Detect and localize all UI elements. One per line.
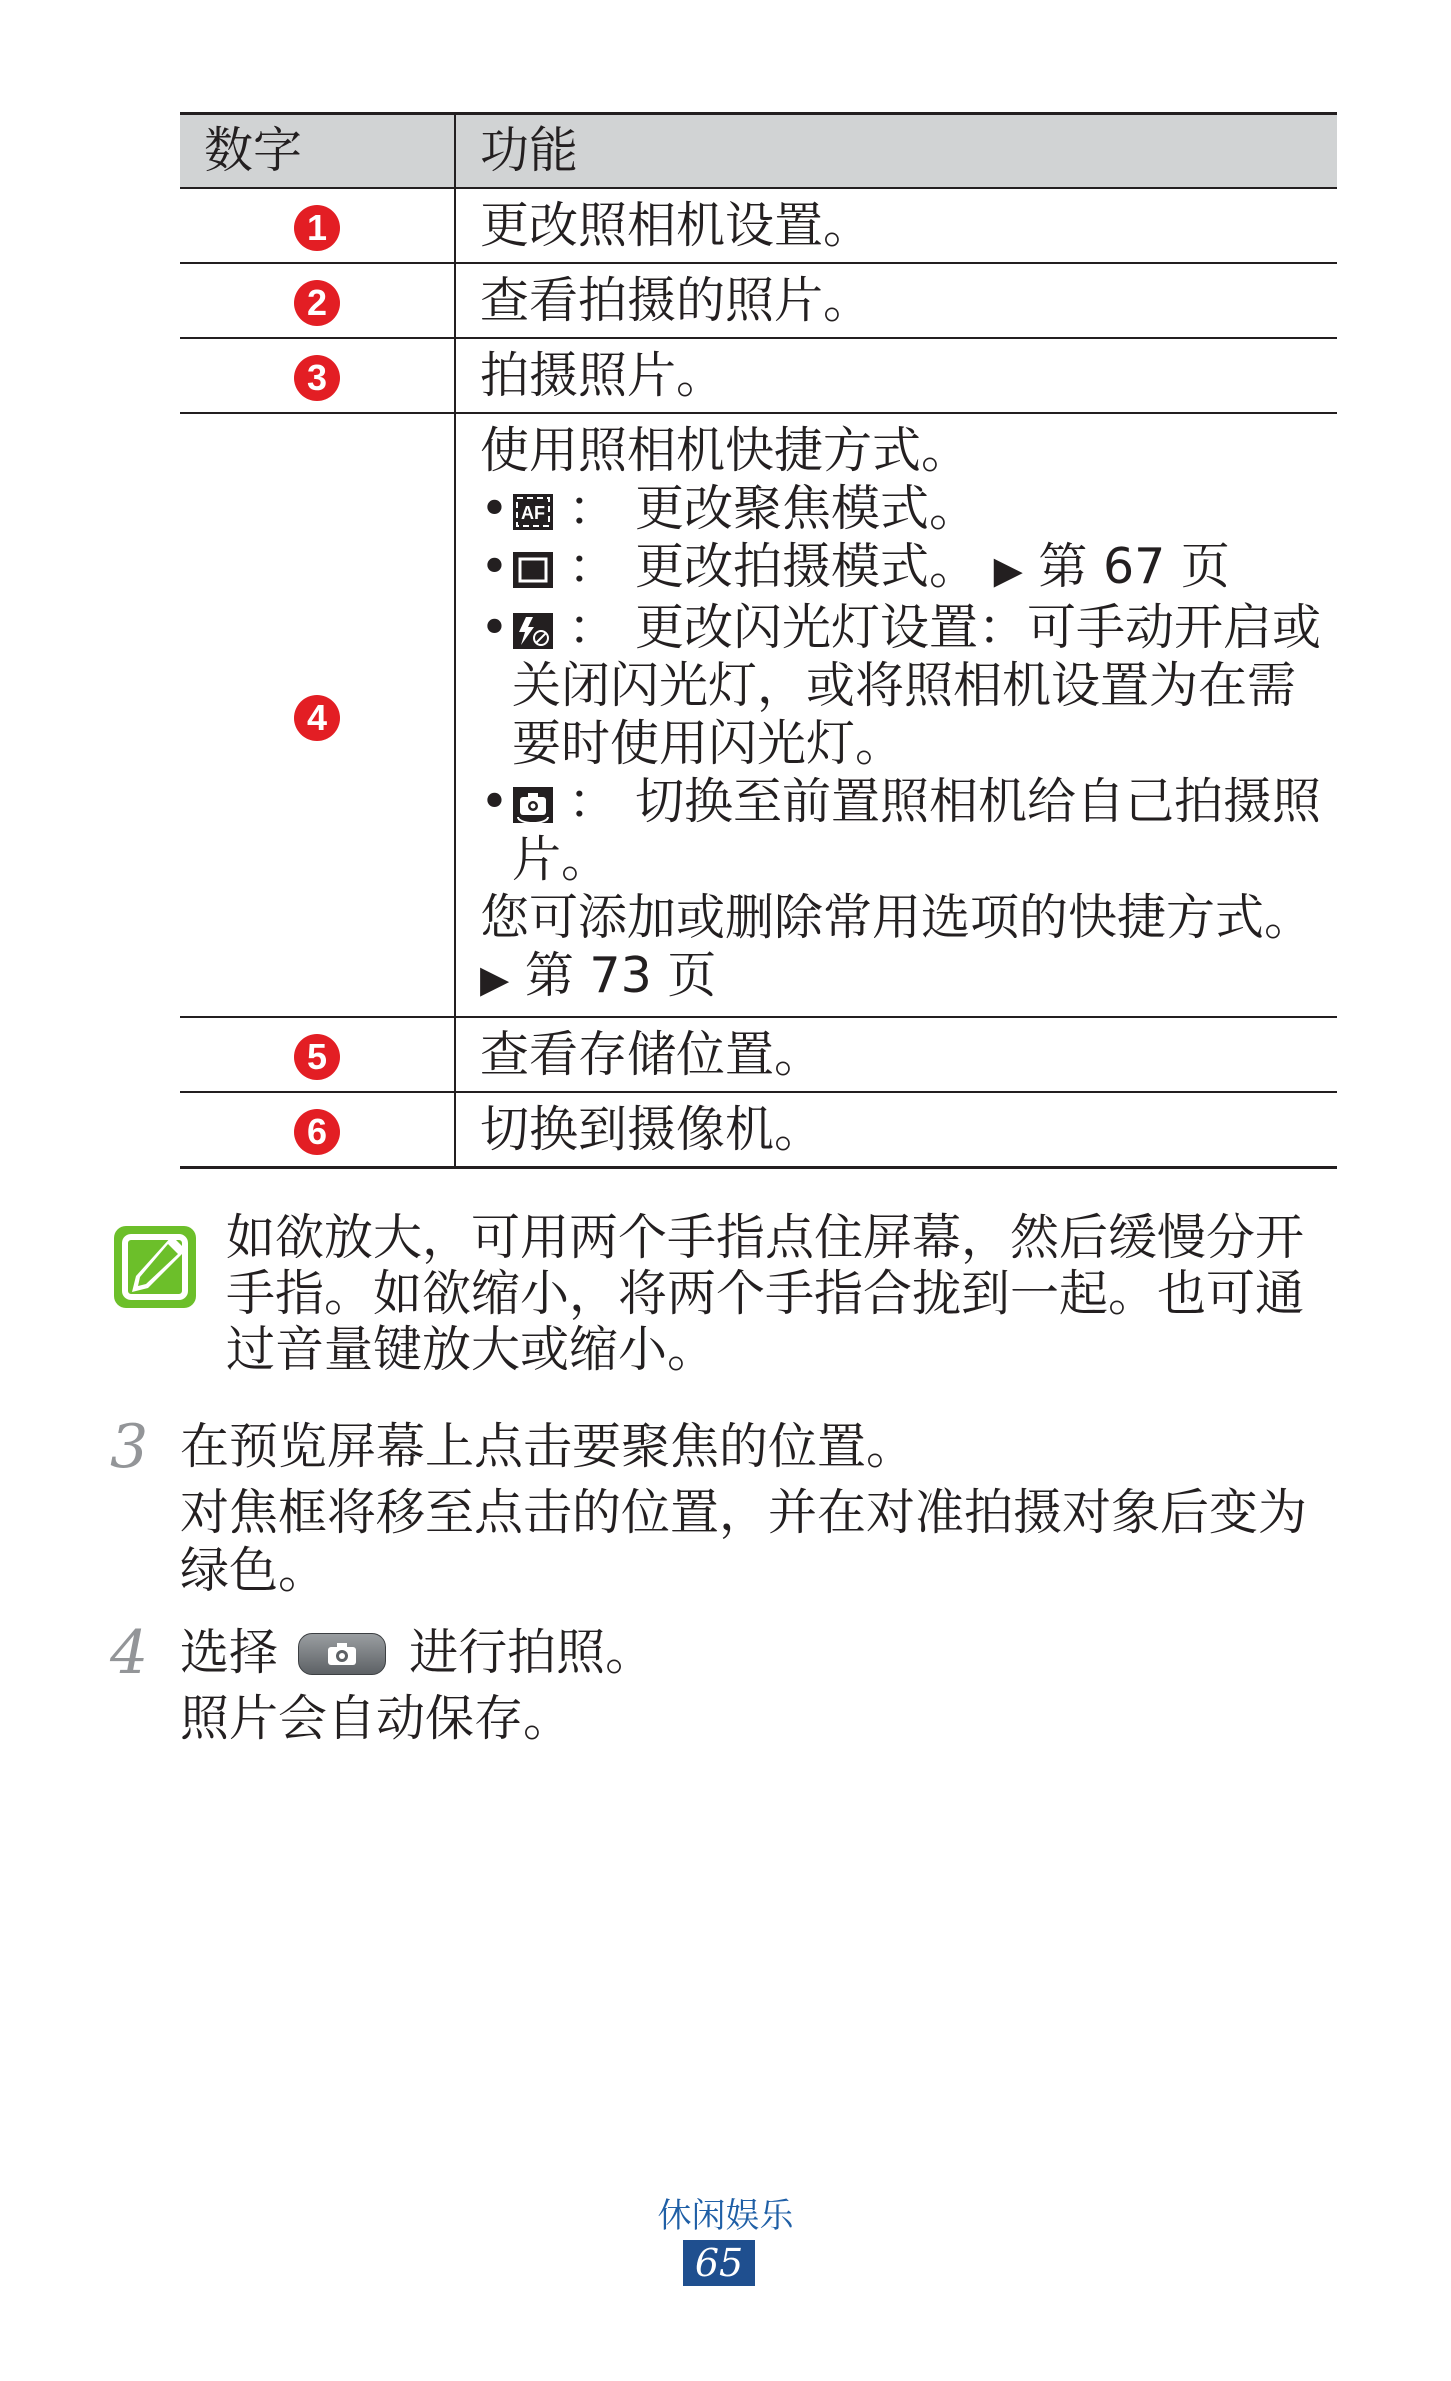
table-row (180, 1092, 1337, 1168)
list-item: • ： 切换至前置照相机给自己拍摄照片。 (480, 773, 1322, 888)
number-badge: 1 (294, 205, 340, 251)
note-pencil-icon (110, 1222, 200, 1312)
svg-text:AF: AF (521, 503, 545, 523)
bullet-text: 切换至前置照相机给自己拍摄照片。 (512, 773, 1322, 888)
number-badge: 5 (294, 1034, 340, 1080)
step-result: 照片会自动保存。 (180, 1690, 573, 1747)
flash-off-icon (512, 612, 554, 650)
bullet-text: 更改闪光灯设置：可手动开启或关闭闪光灯，或将照相机设置为在需要时使用闪光灯。 (512, 599, 1322, 772)
bullet: • (480, 773, 509, 830)
shooting-mode-icon (512, 551, 554, 589)
step-instruction: 在预览屏幕上点击要聚焦的位置。 (180, 1418, 916, 1475)
function-text: 查看存储位置。 (455, 1017, 1337, 1092)
bullet: • (480, 599, 509, 656)
section-title: 休闲娱乐 (657, 2196, 794, 2236)
bullet-text: 更改拍摄模式。 (635, 538, 979, 595)
header-function: 功能 (455, 114, 1337, 189)
number-badge: 3 (294, 355, 340, 401)
bullet: • (480, 480, 509, 537)
step-instruction: 选择 进行拍照。 (180, 1624, 655, 1681)
step-result: 对焦框将移至点击的位置，并在对准拍摄对象后变为绿色。 (180, 1484, 1308, 1599)
table-row (180, 338, 1337, 413)
shutter-button-icon (298, 1633, 386, 1675)
header-number: 数字 (180, 114, 455, 189)
shortcuts-intro: 使用照相机快捷方式。 (480, 422, 971, 479)
step-number: 3 (110, 1412, 149, 1482)
page-reference[interactable]: 第 73 页 (524, 947, 717, 1004)
arrow-right-icon: ▶ (480, 957, 510, 1001)
list-item: • ： 更改拍摄模式。 ▶ 第 67 页 (480, 538, 1230, 595)
list-item: • ： 更改闪光灯设置：可手动开启或关闭闪光灯，或将照相机设置为在需要时使用闪光灯。 (480, 599, 1322, 772)
bullet-text: 更改聚焦模式。 (635, 480, 979, 537)
table-row (180, 413, 1337, 1017)
number-badge: 2 (294, 280, 340, 326)
table-header-row (180, 114, 1337, 189)
function-text: 查看拍摄的照片。 (455, 263, 1337, 338)
function-text: 更改照相机设置。 (455, 188, 1337, 263)
list-item: • AF ： 更改聚焦模式。 (480, 480, 979, 537)
function-text: 拍摄照片。 (455, 338, 1337, 413)
function-text: 切换到摄像机。 (455, 1092, 1337, 1168)
table-row (180, 1017, 1337, 1092)
table-row (180, 188, 1337, 263)
shortcuts-outro: 您可添加或删除常用选项的快捷方式。 ▶ 第 73 页 (480, 889, 1314, 1004)
bullet: • (480, 538, 509, 595)
arrow-right-icon: ▶ (993, 548, 1023, 592)
number-badge: 6 (294, 1109, 340, 1155)
table-row (180, 263, 1337, 338)
af-focus-icon (512, 493, 554, 531)
number-badge: 4 (294, 695, 340, 741)
page-reference[interactable]: 第 67 页 (1038, 538, 1230, 595)
switch-camera-icon (512, 786, 554, 824)
page-number: 65 (683, 2240, 755, 2286)
function-text-shortcuts (455, 413, 1337, 1017)
function-table (180, 112, 1337, 1169)
step-number: 4 (110, 1618, 149, 1688)
note-text: 如欲放大，可用两个手指点住屏幕，然后缓慢分开手指。如欲缩小，将两个手指合拢到一起。也可通过音量键放大或缩小。 (226, 1209, 1305, 1378)
